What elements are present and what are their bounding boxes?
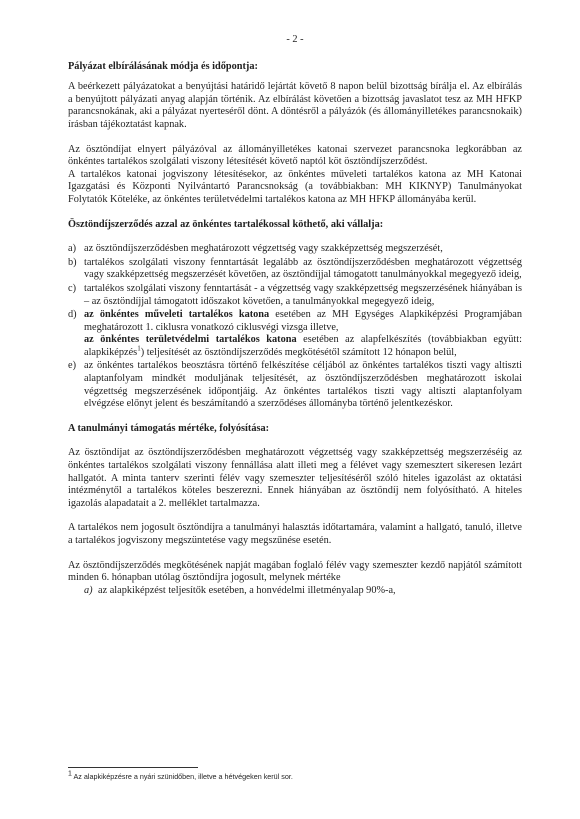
list-item (68, 360, 522, 410)
list-item-label: c) (68, 282, 76, 294)
text-run: ) teljesítését az ösztöndíjszerződés megkötésétől számított 12 hónapon belül, (140, 346, 457, 358)
footnote-ref[interactable]: 1 (137, 344, 141, 353)
paragraph: A beérkezett pályázatokat a benyújtási határidő lejártát követő 8 napon belül bizottság bírálja el. Az elbírálás a benyújtott pályázati anyag alapján történik. Az elbírálást követően a bizottság javaslatot tesz az MH HFKP parancsnokának, aki a pályázat nyerteséről dönt. A döntésről a pályázók (és állományilletékes parancsnokaik) írásban tájékoztatást kapnak. (68, 81, 522, 130)
list-item-text (84, 309, 522, 359)
list-item-text: tartalékos szolgálati viszony fenntartását legalább az ösztöndíjszerződésben meghatározott végzettség vagy szakképzettség megszerzését követően, az ösztöndíjjal támogatott tanulmányokkal megegyező ideig, (84, 256, 522, 281)
footnote (68, 772, 522, 781)
list-item-text: az önkéntes tartalékos beosztásra történő felkészítése céljából az önkéntes tartalékos tiszti vagy altiszti alaptanfolyam mindkét moduljának teljesítését, az ösztöndíjszerződésben meghatározott iskolai végzettség megszerzésének időpontjáig. Az önkéntes tartalékos tiszti vagy altiszti alaptanfolyam elvégzése előnyt jelent és beszámítandó a szerződéses állományba történő jelentkezéskor. (84, 360, 522, 410)
list-item (68, 283, 522, 308)
bold-phrase: az önkéntes területvédelmi tartalékos katona (84, 334, 297, 346)
footnote-divider (68, 767, 198, 768)
paragraph: Az ösztöndíjszerződés megkötésének napját magában foglaló félév vagy szemeszter kezdő napjától számított minden 6. hónapban utólag ösztöndíjra jogosult, melynek mértéke (68, 559, 522, 584)
page-number: - 2 - (286, 34, 304, 45)
list-item (68, 257, 522, 282)
list-item-text: tartalékos szolgálati viszony fenntartását - a végzettség vagy szakképzettség megszerzésének hiányában is – az ösztöndíjjal támogatott időszakot követően, a tanulmányokkal megegyező ideig, (84, 282, 522, 307)
sub-item-text: az alapkiképzést teljesítők esetében, a honvédelmi illetményalap 90%-a, (98, 584, 396, 596)
paragraph: A tartalékos katonai jogviszony létesítésekor, az önkéntes műveleti tartalékos katona az MH Katonai Igazgatási és Központi Nyilvántartó Parancsnokság (a továbbiakban: MH KIKNYP) Tanulmányokat Folytatók Köteléke, az önkéntes területvédelmi tartalékos katona az MH HFKP állományába kerül. (68, 168, 522, 205)
section-heading-support: A tanulmányi támogatás mértéke, folyósítása: (68, 422, 270, 434)
section-heading-obligations: Ösztöndíjszerződés azzal az önkéntes tartalékossal köthető, aki vállalja: (68, 218, 384, 230)
sub-item (68, 585, 522, 598)
list-item-label: a) (68, 243, 76, 255)
sub-item-label: a) (84, 584, 93, 596)
list-item-text: az ösztöndíjszerződésben meghatározott végzettség vagy szakképzettség megszerzését, (84, 243, 443, 255)
list-item (68, 243, 522, 256)
text-run: esetében az MH Egységes Alapkiképzési Programjában meghatározott 1. ciklusra vonatkozó ciklusvégi vizsga illetve, (84, 309, 523, 333)
footnote-mark: 1 (68, 770, 72, 778)
list-item (68, 309, 522, 359)
paragraph: Az ösztöndíjat elnyert pályázóval az állományilletékes katonai szervezet parancsnoka legkorábban az önkéntes tartalékos szolgálati viszony létesítését követő naptól köt ösztöndíjszerződést. (68, 143, 522, 168)
text-run: esetében az alapfelkészítés (továbbiakban együtt: alapkiképzés (84, 334, 523, 358)
bold-phrase: az önkéntes műveleti tartalékos katona (84, 309, 270, 321)
list-item-label: e) (68, 360, 76, 372)
paragraph: A tartalékos nem jogosult ösztöndíjra a tanulmányi halasztás időtartamára, valamint a hallgató, tanuló, illetve a tartalékos jogviszony megszüntetése vagy megszűnése esetén. (68, 522, 522, 546)
obligations-list (68, 243, 522, 411)
footnote-text: Az alapkiképzésre a nyári szünidőben, illetve a hétvégeken kerül sor. (73, 772, 293, 781)
paragraph: Az ösztöndíjat az ösztöndíjszerződésben meghatározott végzettség vagy szakképzettség megszerzéséig az önkéntes tartalékos szolgálati viszony fennállása alatt illeti meg a félévet vagy szemesztert sikeresen lezárt hallgatót. A minta tanterv szerinti félév vagy szemeszter teljesítéséről szóló hiteles igazolást az oktatási intézménytől a tartalékos köteles beszerezni. Ennek hiányában az ösztöndíj nem folyósítható. A hiteles igazolás alapadatait a 2. melléklet tartalmazza. (68, 447, 522, 509)
list-item-label: b) (68, 256, 77, 268)
list-item-label: d) (68, 309, 77, 321)
section-heading-evaluation: Pályázat elbírálásának módja és időpontja: (68, 60, 258, 72)
